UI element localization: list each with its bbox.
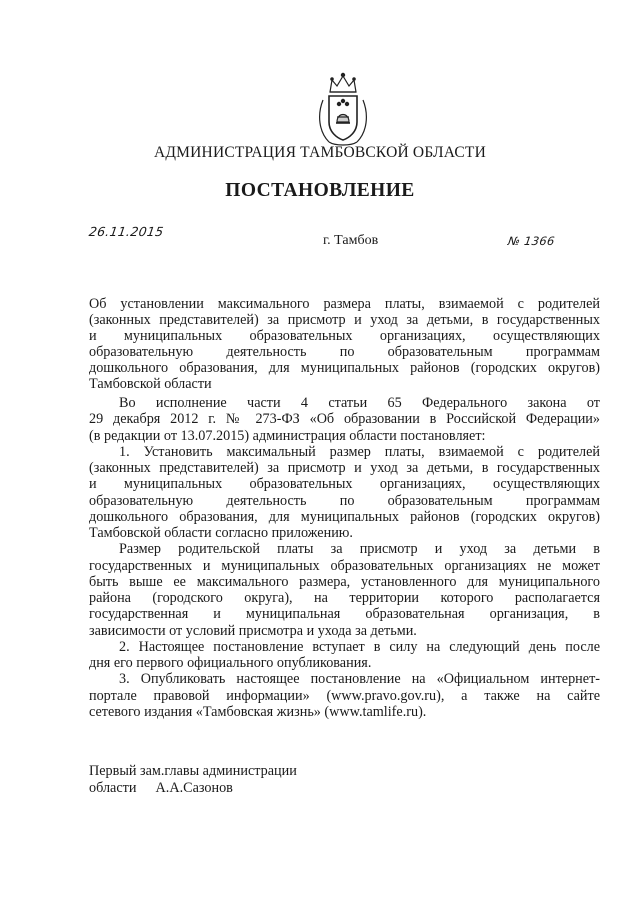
body-line: и муниципальных образовательных организациях, осуществляющих xyxy=(89,476,600,493)
organization-name: АДМИНИСТРАЦИЯ ТАМБОВСКОЙ ОБЛАСТИ xyxy=(154,144,486,161)
subject-line: Тамбовской области xyxy=(89,376,212,392)
body-line: района (городского округа), на территории которого располагается xyxy=(89,590,600,606)
body-line: дня его первого официального опубликования. xyxy=(89,655,372,671)
document-body xyxy=(89,395,600,720)
tambov-coat-of-arms-icon xyxy=(313,70,373,150)
document-subject xyxy=(89,296,600,392)
body-line: дошкольного образования, для муниципальных районов (городских округов) xyxy=(89,508,600,525)
body-line: государственных и муниципальных образовательных организациях не может xyxy=(89,557,600,574)
body-line: Во исполнение части 4 статьи 65 Федерального закона от xyxy=(119,395,600,411)
document-city: г. Тамбов xyxy=(323,233,379,248)
document-type-title: ПОСТАНОВЛЕНИЕ xyxy=(225,180,415,201)
signatory-position-cont: области xyxy=(89,780,137,796)
body-line: 3. Опубликовать настоящее постановление на «Официальном интернет- xyxy=(119,671,600,688)
body-line: 2. Настоящее постановление вступает в силу на следующий день после xyxy=(119,638,600,655)
body-line: 29 декабря 2012 г. № 273-ФЗ «Об образовании в Российской Федерации» xyxy=(89,411,600,428)
subject-line: образовательную деятельность по образовательным программам xyxy=(89,344,600,360)
body-line: Тамбовской области согласно приложению. xyxy=(89,525,353,541)
signatory-position: Первый зам.главы администрации xyxy=(89,763,297,779)
signatory-name: А.А.Сазонов xyxy=(155,780,233,796)
body-line: 1. Установить максимальный размер платы, взимаемой с родителей xyxy=(119,443,600,460)
body-line: зависимости от условий присмотра и ухода за детьми. xyxy=(89,622,417,639)
signatory-line xyxy=(89,780,297,797)
subject-line: (законных представителей) за присмотр и уход за детьми, в государственных xyxy=(89,312,600,328)
subject-line: Об установлении максимального размера платы, взимаемой с родителей xyxy=(89,296,600,312)
body-line: образовательную деятельность по образовательным программам xyxy=(89,492,600,509)
body-line: сетевого издания «Тамбовская жизнь» (www.tamlife.ru). xyxy=(89,703,427,720)
body-line: быть выше ее максимального размера, установленного для муниципального xyxy=(89,573,600,590)
body-line: (в редакции от 13.07.2015) администрация области постановляет: xyxy=(89,427,486,444)
body-line: (законных представителей) за присмотр и уход за детьми, в государственных xyxy=(89,460,600,476)
body-line: государственная и муниципальная образовательная организация, в xyxy=(89,606,600,623)
subject-line: дошкольного образования, для муниципальных районов (городских округов) xyxy=(89,360,600,376)
document-date: 26.11.2015 xyxy=(87,224,165,239)
signature-block xyxy=(89,763,297,797)
document-number: № 1366 xyxy=(507,234,556,248)
body-line: портале правовой информации» (www.pravo.gov.ru), а также на сайте xyxy=(89,687,600,704)
body-line: Размер родительской платы за присмотр и уход за детьми в xyxy=(119,541,600,558)
subject-line: и муниципальных образовательных организациях, осуществляющих xyxy=(89,328,600,344)
